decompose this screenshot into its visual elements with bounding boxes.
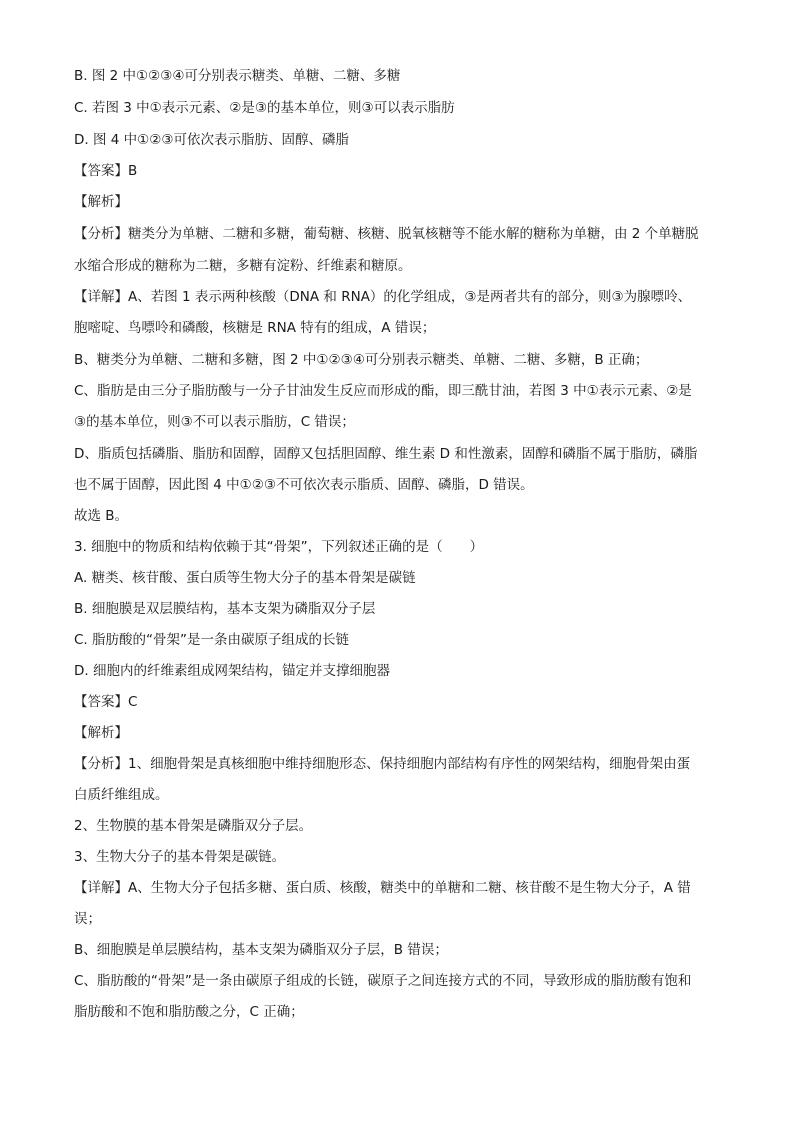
option-a-q3: A. 糖类、核苷酸、蛋白质等生物大分子的基本骨架是碳链 [74,570,416,586]
option-c-q3: C. 脂肪酸的“骨架”是一条由碳原子组成的长链 [74,632,349,648]
detail-d-q2-cont: 也不属于固醇，因此图 4 中①②③不可依次表示脂质、固醇、磷脂，D 错误。 [74,477,534,493]
detail-d-q2: D、脂质包括磷脂、脂肪和固醇，固醇又包括胆固醇、维生素 D 和性激素，固醇和磷脂不属于脂肪，磷脂 [74,446,698,462]
option-c-q2: C. 若图 3 中①表示元素、②是③的基本单位，则③可以表示脂肪 [74,100,455,116]
detail-a-q3-cont: 误； [74,911,101,927]
option-d-q2: D. 图 4 中①②③可依次表示脂肪、固醇、磷脂 [74,132,349,148]
analysis-point-2-q3: 2、生物膜的基本骨架是磷脂双分子层。 [74,818,313,834]
answer-q2: 【答案】B [74,163,138,179]
analysis-heading-q3: 【解析】 [74,725,128,741]
conclusion-q2: 故选 B。 [74,508,129,524]
option-d-q3: D. 细胞内的纤维素组成网架结构，锚定并支撑细胞器 [74,663,390,679]
analysis-text-q3-cont: 白质纤维组成。 [74,787,169,803]
detail-c-q3-cont: 脂肪酸和不饱和脂肪酸之分，C 正确； [74,1004,304,1020]
detail-c-q2: C、脂肪是由三分子脂肪酸与一分子甘油发生反应而形成的酯，即三酰甘油，若图 3 中①表示元素、②是 [74,383,692,399]
question-3-stem: 3. 细胞中的物质和结构依赖于其“骨架”，下列叙述正确的是（ ） [74,539,484,555]
detail-c-q2-cont: ③的基本单位，则③不可以表示脂肪，C 错误； [74,414,355,430]
detail-c-q3: C、脂肪酸的“骨架”是一条由碳原子组成的长链，碳原子之间连接方式的不同，导致形成的脂肪酸有饱和 [74,973,692,989]
answer-q3: 【答案】C [74,694,138,710]
detail-b-q3: B、细胞膜是单层膜结构，基本支架为磷脂双分子层，B 错误； [74,942,448,958]
detail-a-q2-cont: 胞嘧啶、鸟嘌呤和磷酸，核糖是 RNA 特有的组成，A 错误； [74,320,436,336]
analysis-heading-q2: 【解析】 [74,194,128,210]
option-b-q2: B. 图 2 中①②③④可分别表示糖类、单糖、二糖、多糖 [74,68,401,84]
detail-a-q3: 【详解】A、生物大分子包括多糖、蛋白质、核酸，糖类中的单糖和二糖、核苷酸不是生物大分子，A 错 [74,880,691,896]
analysis-text-q2-cont: 水缩合形成的糖称为二糖，多糖有淀粉、纤维素和糖原。 [74,258,412,274]
detail-b-q2: B、糖类分为单糖、二糖和多糖，图 2 中①②③④可分别表示糖类、单糖、二糖、多糖，B 正确； [74,352,649,368]
option-b-q3: B. 细胞膜是双层膜结构，基本支架为磷脂双分子层 [74,601,376,617]
analysis-text-q2: 【分析】糖类分为单糖、二糖和多糖，葡萄糖、核糖、脱氧核糖等不能水解的糖称为单糖，由 2 个单糖脱 [74,226,699,242]
analysis-point-3-q3: 3、生物大分子的基本骨架是碳链。 [74,849,286,865]
analysis-text-q3: 【分析】1、细胞骨架是真核细胞中维持细胞形态、保持细胞内部结构有序性的网架结构，细胞骨架由蛋 [74,756,691,772]
detail-a-q2: 【详解】A、若图 1 表示两种核酸（DNA 和 RNA）的化学组成，③是两者共有的部分，则③为腺嘌呤、 [74,289,692,305]
